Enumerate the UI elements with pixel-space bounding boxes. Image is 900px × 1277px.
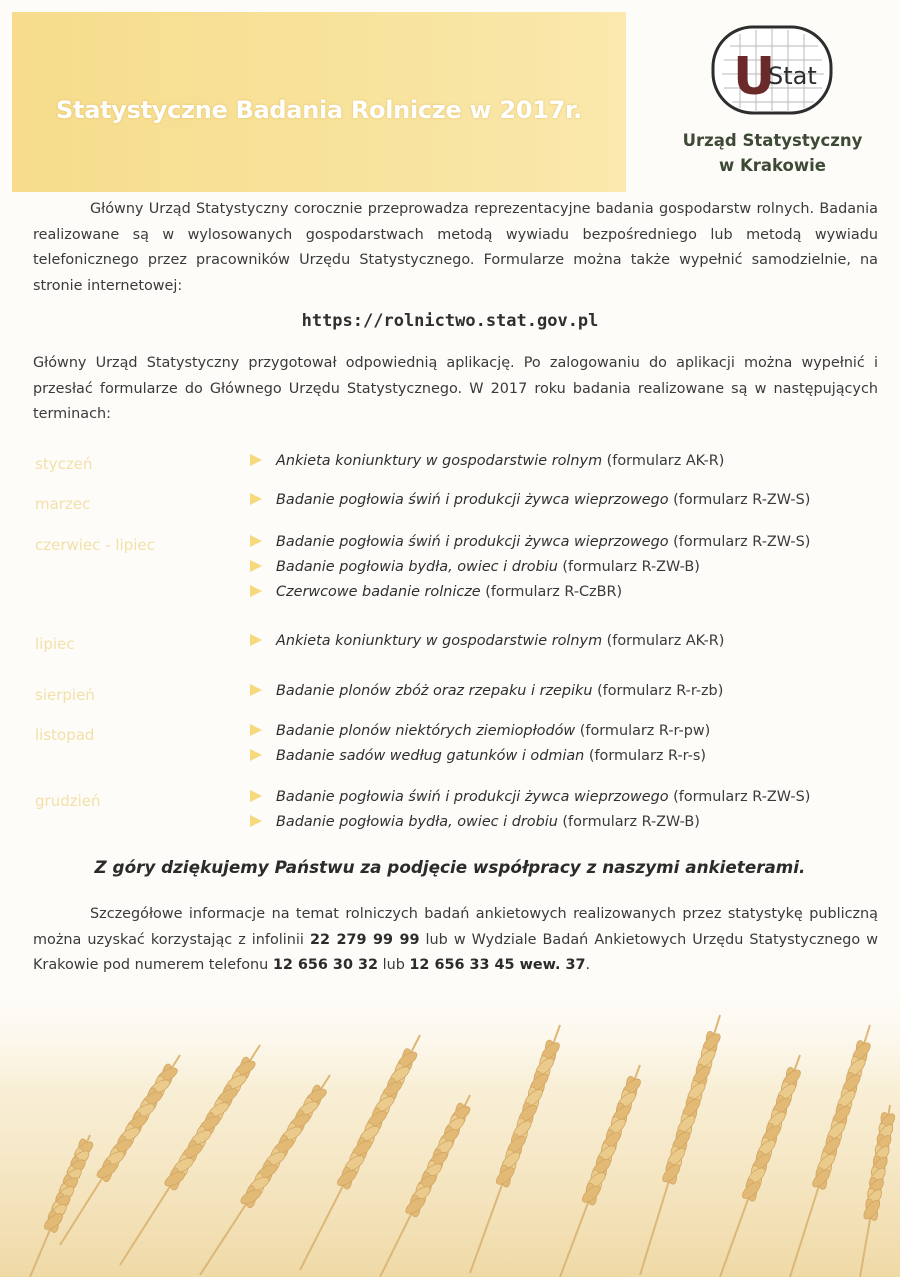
month-label: grudzień — [35, 792, 101, 810]
schedule-item: Badanie plonów zbóż oraz rzepaku i rzepiku (formularz R-r-zb) — [250, 683, 890, 699]
wheat-illustration — [0, 985, 900, 1277]
bullet-triangle-icon — [250, 454, 262, 466]
bullet-triangle-icon — [250, 535, 262, 547]
schedule-item: Ankieta koniunktury w gospodarstwie rolnym (formularz AK-R) — [250, 633, 890, 649]
bullet-triangle-icon — [250, 684, 262, 696]
schedule-item: Badanie plonów niektórych ziemiopłodów (formularz R-r-pw) — [250, 723, 890, 739]
phone-number-2: 12 656 33 45 wew. 37 — [409, 957, 586, 973]
month-label: marzec — [35, 495, 91, 513]
bullet-triangle-icon — [250, 493, 262, 505]
month-label: sierpień — [35, 686, 95, 704]
app-info-paragraph: Główny Urząd Statystyczny przygotował odpowiednią aplikację. Po zalogowaniu do aplikacji można wypełnić i przesłać formularze do Głównego Urzędu Statystycznego. W 2017 roku badania realizowane są w następujących terminach: — [33, 355, 878, 422]
bullet-triangle-icon — [250, 815, 262, 827]
schedule-item: Badanie sadów według gatunków i odmian (formularz R-r-s) — [250, 748, 890, 764]
schedule-item: Badanie pogłowia bydła, owiec i drobiu (formularz R-ZW-B) — [250, 814, 890, 830]
bullet-triangle-icon — [250, 634, 262, 646]
contact-paragraph: Szczegółowe informacje na temat rolniczych badań ankietowych realizowanych przez statystykę publiczną można uzyskać korzystając z infolinii 22 279 99 99 lub w Wydziale Badań Ankietowych Urzędu Statystycznego w Krakowie pod numerem telefonu 12 656 30 32 lub 12 656 33 45 wew. 37. — [33, 906, 879, 973]
bullet-triangle-icon — [250, 560, 262, 572]
header-banner — [12, 12, 626, 192]
intro-paragraph: Główny Urząd Statystyczny corocznie przeprowadza reprezentacyjne badania gospodarstw rolnych. Badania realizowane są w wylosowanych gospodarstwach metodą wywiadu bezpośredniego lub metodą wywiadu telefonicznego przez pracowników Urzędu Statystycznego. Formularze można także wypełnić samodzielnie, na stronie internetowej: — [33, 201, 878, 294]
month-label: lipiec — [35, 635, 75, 653]
month-label: czerwiec - lipiec — [35, 536, 155, 554]
page-title: Statystyczne Badania Rolnicze w 2017r. — [56, 96, 582, 124]
schedule-item: Badanie pogłowia bydła, owiec i drobiu (formularz R-ZW-B) — [250, 559, 890, 575]
schedule-item: Czerwcowe badanie rolnicze (formularz R-CzBR) — [250, 584, 890, 600]
bullet-triangle-icon — [250, 790, 262, 802]
ustat-logo — [710, 24, 834, 116]
bullet-triangle-icon — [250, 724, 262, 736]
svg-text:U: U — [733, 47, 776, 107]
office-name — [660, 128, 885, 178]
month-label: listopad — [35, 726, 95, 744]
bullet-triangle-icon — [250, 749, 262, 761]
bullet-triangle-icon — [250, 585, 262, 597]
survey-url-link[interactable]: https://rolnictwo.stat.gov.pl — [301, 311, 599, 331]
schedule-item: Badanie pogłowia świń i produkcji żywca wieprzowego (formularz R-ZW-S) — [250, 534, 890, 550]
schedule-item: Badanie pogłowia świń i produkcji żywca wieprzowego (formularz R-ZW-S) — [250, 492, 890, 508]
schedule-item: Ankieta koniunktury w gospodarstwie rolnym (formularz AK-R) — [250, 453, 890, 469]
office-name-line2: w Krakowie — [718, 156, 826, 175]
infoline-number: 22 279 99 99 — [309, 931, 420, 948]
svg-text:Stat: Stat — [768, 62, 817, 90]
phone-number-1: 12 656 30 32 — [272, 957, 378, 973]
office-name-line1: Urząd Statystyczny — [682, 131, 863, 150]
month-label: styczeń — [35, 455, 93, 473]
thanks-line: Z góry dziękujemy Państwu za podjęcie współpracy z naszymi ankieterami. — [94, 857, 806, 877]
schedule-item: Badanie pogłowia świń i produkcji żywca wieprzowego (formularz R-ZW-S) — [250, 789, 890, 805]
